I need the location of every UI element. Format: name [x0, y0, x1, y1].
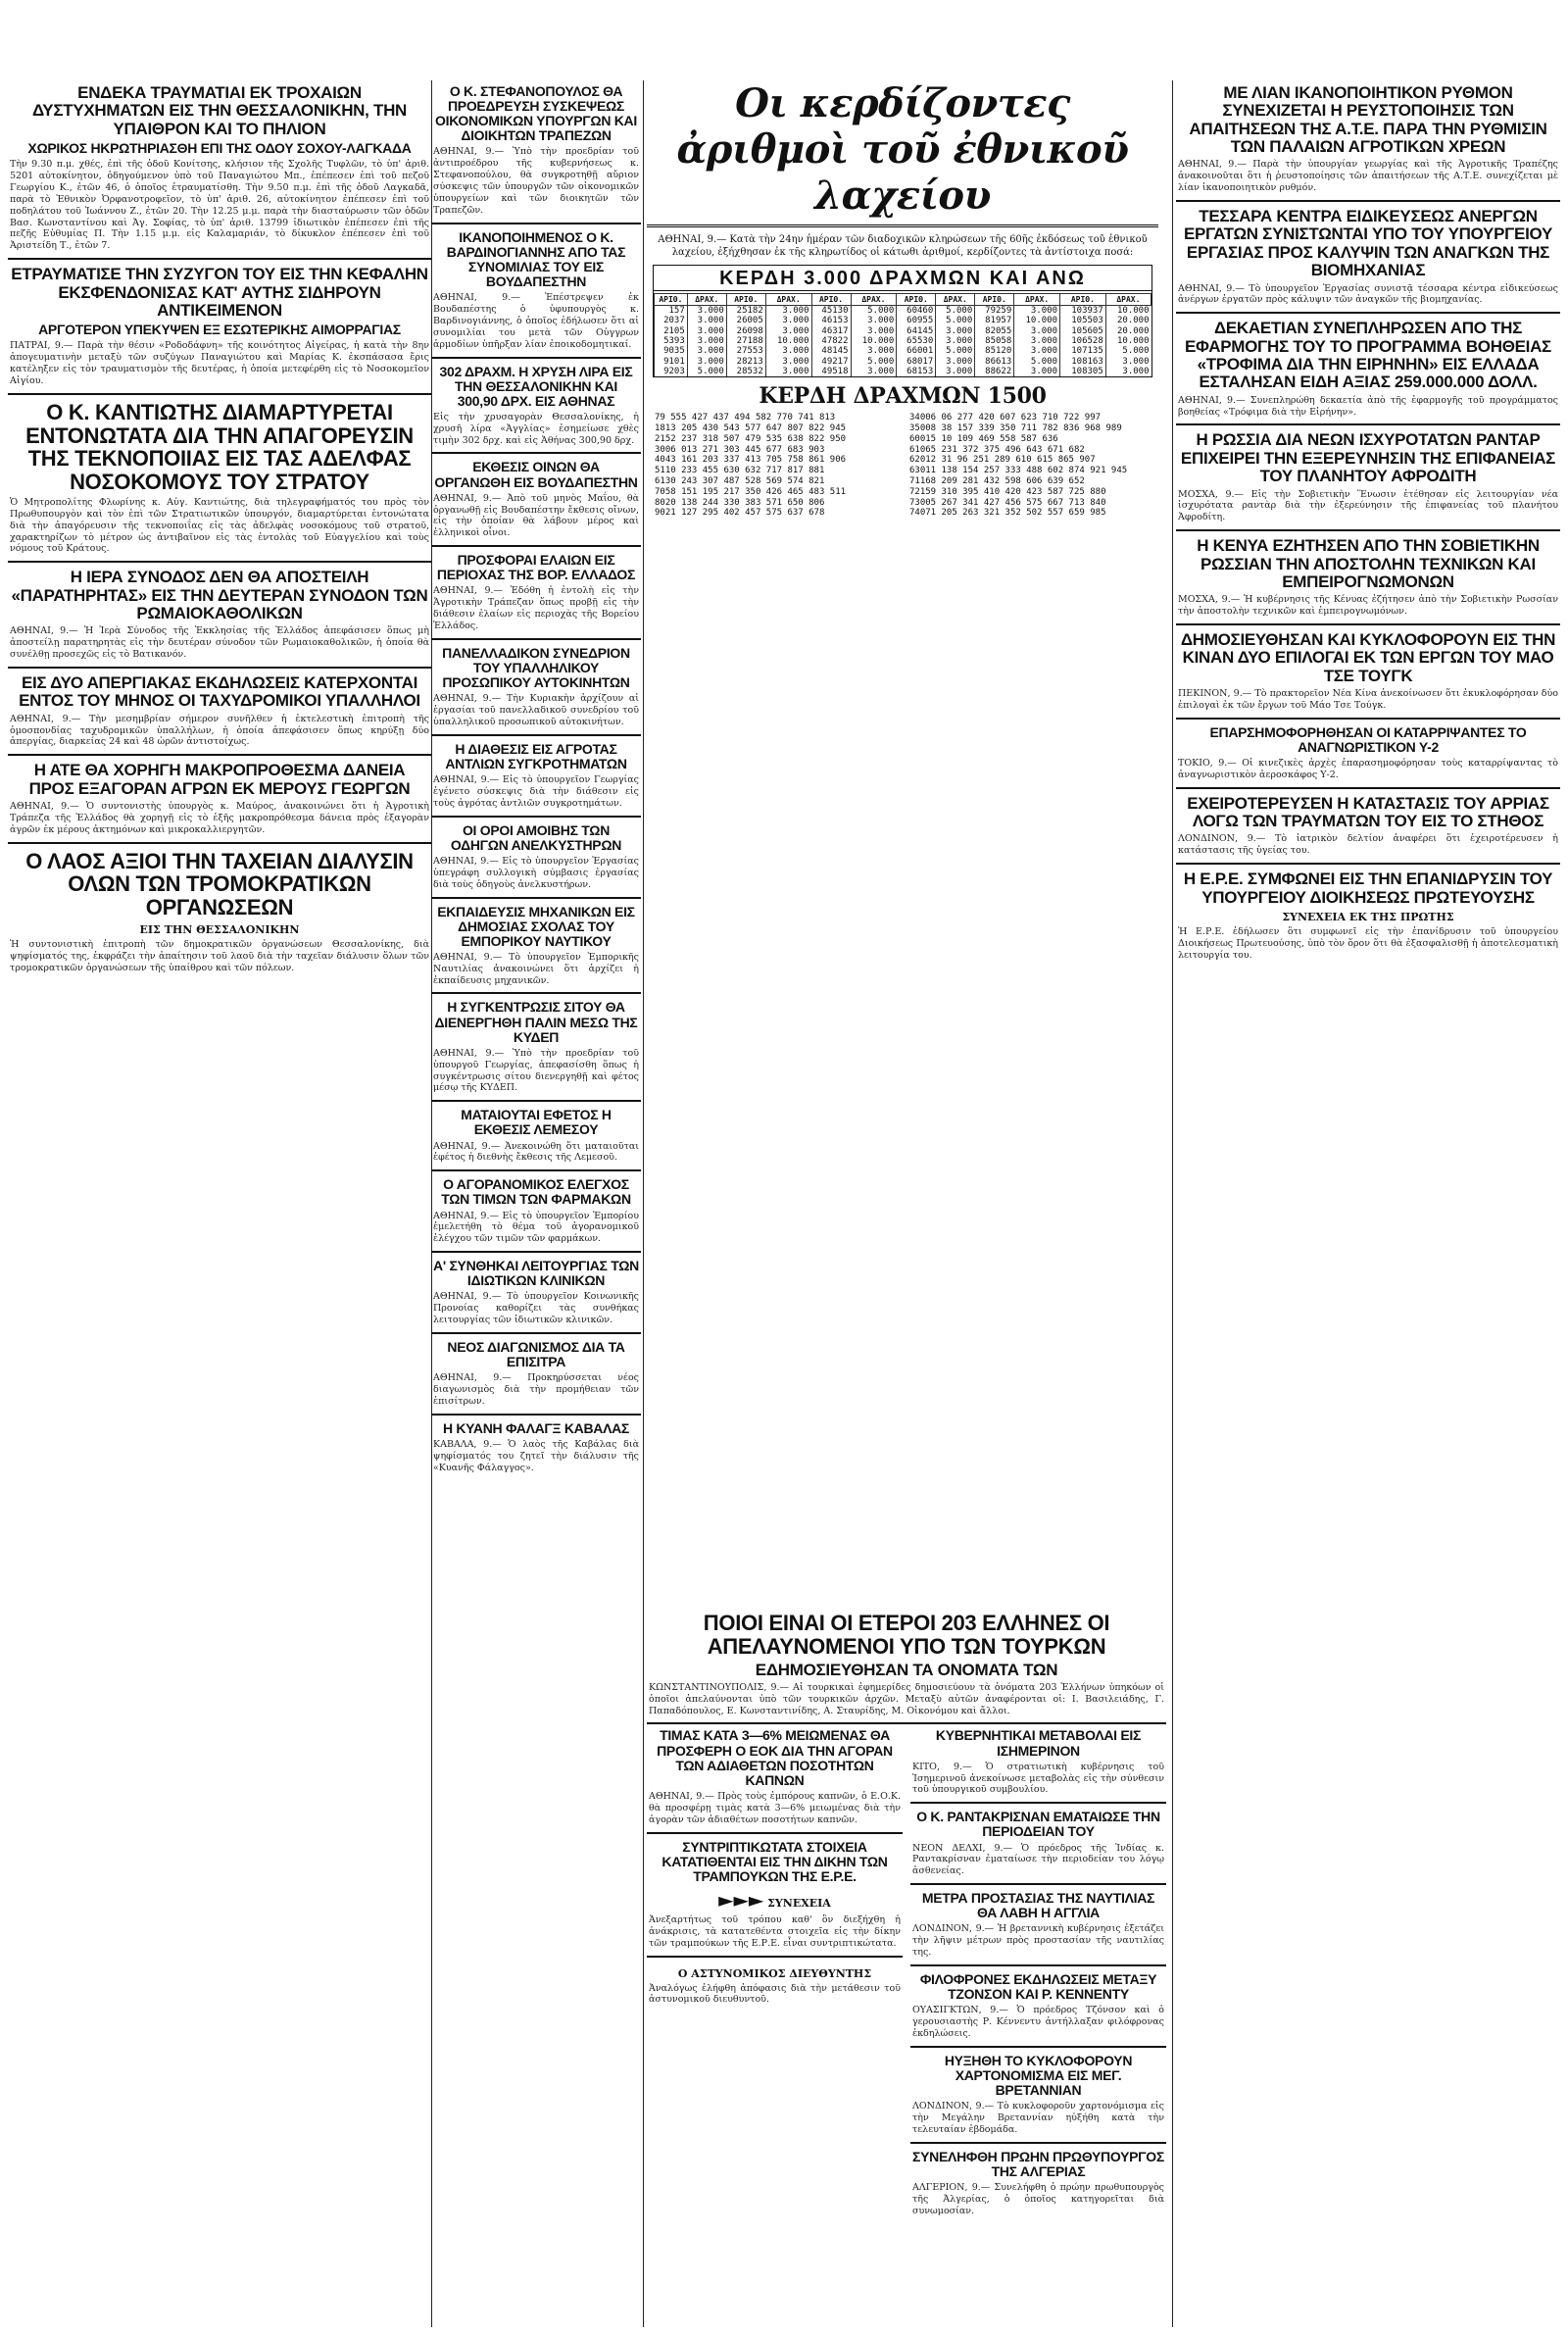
- lottery-cell: 46153: [811, 316, 851, 325]
- article-police-director: [647, 1960, 903, 2012]
- column-1: [8, 80, 431, 2327]
- lottery-cell: 157: [655, 306, 688, 317]
- lottery-row: [655, 306, 1152, 317]
- lottery-cell: 3.000: [765, 306, 811, 317]
- lottery-cell: 79259: [975, 306, 1014, 317]
- lottery-row: [655, 336, 1152, 346]
- lottery-1500-line: 72159 310 395 410 420 423 587 725 880: [909, 486, 1106, 497]
- lottery-cell: 3.000: [936, 336, 975, 346]
- lottery-cell: 3.000: [936, 326, 975, 336]
- lottery-cell: 10.000: [1014, 316, 1060, 325]
- article-vardinogiannis: [431, 226, 641, 359]
- article-u2: [1176, 721, 1560, 789]
- lottery-cell: 10.000: [1105, 306, 1151, 317]
- article-body: ΑΘΗΝΑΙ, 9.— Τὸ ὑπουργεῖον Ἐργασίας συνιστᾷ τέσσαρα κέντρα εἰδικεύσεως ἀνέργων ἐργατῶν πρὸς κάλυψιν τῶν ἀναγκῶν τῆς βιομηχανίας.: [1178, 282, 1558, 306]
- article-radhakrishnan: [910, 1806, 1166, 1885]
- headline: ΜΕ ΛΙΑΝ ΙΚΑΝΟΠΟΙΗΤΙΚΟΝ ΡΥΘΜΟΝ ΣΥΝΕΧΙΖΕΤΑΙ Η ΡΕΥΣΤΟΠΟΙΗΣΙΣ ΤΩΝ ΑΠΑΙΤΗΣΕΩΝ ΤΗΣ Α.Τ.Ε. ΠΑΡΑ ΤΗΝ ΡΥΘΜΙΣΙΝ ΤΩΝ ΠΑΛΑΙΩΝ ΑΓΡΟΤΙΚΩΝ ΧΡΕΩΝ: [1189, 83, 1547, 157]
- article-body: ΑΘΗΝΑΙ, 9.— Ἐπέστρεψεν ἐκ Βουδαπέστης ὁ ὑφυπουργὸς κ. Βαρδινογιάννης, ὁ ὁποῖος ἐδήλωσεν ὅτι αἱ συνομιλίαι του μετὰ τῶν Οὑγγρων ἁρμοδίων ὑπῆρξαν λίαν ἐποικοδομητικαί.: [433, 292, 639, 350]
- headline: ΠΟΙΟΙ ΕΙΝΑΙ ΟΙ ΕΤΕΡΟΙ 203 ΕΛΛΗΝΕΣ ΟΙ ΑΠΕΛΑΥΝΟΜΕΝΟΙ ΥΠΟ ΤΩΝ ΤΟΥΡΚΩΝ: [703, 1611, 1110, 1659]
- lottery-1500-line: 3006 013 271 303 445 677 683 903: [655, 444, 825, 455]
- article-body: ΑΘΗΝΑΙ, 9.— Τὸ ὑπουργεῖον Κοινωνικῆς Προνοίας καθορίζει τὰς συνθήκας λειτουργίας τῶν ἰδιωτικῶν κλινικῶν.: [433, 1291, 639, 1326]
- lottery-cell: 5.000: [687, 367, 726, 376]
- lottery-1500-line: 74071 205 263 321 352 502 557 659 985: [909, 508, 1106, 519]
- lottery-1500-line: 35008 38 157 339 350 711 782 836 968 989: [909, 422, 1122, 433]
- article-banknotes: [910, 2050, 1166, 2144]
- lottery-1500-line: 62012 31 96 251 289 610 615 865 907: [909, 455, 1096, 466]
- lottery-cell: 66001: [897, 346, 936, 356]
- lottery-cell: 107135: [1060, 346, 1106, 356]
- lottery-cell: 3.000: [1105, 367, 1151, 376]
- article-tobacco: [647, 1724, 903, 1833]
- article-body: ΝΕΟΝ ΔΕΛΧΙ, 9.— Ὁ πρόεδρος τῆς Ἰνδίας κ. Ραντακρίσναν ἐματαίωσε τὴν περιοδείαν του λόγῳ ἀσθενείας.: [912, 1842, 1164, 1877]
- column-2: [431, 80, 641, 2327]
- headline: ΚΥΒΕΡΝΗΤΙΚΑΙ ΜΕΤΑΒΟΛΑΙ ΕΙΣ ΙΣΗΜΕΡΙΝΟΝ: [935, 1727, 1142, 1759]
- headline: ΕΙΣ ΔΥΟ ΑΠΕΡΓΙΑΚΑΣ ΕΚΔΗΛΩΣΕΙΣ ΚΑΤΕΡΧΟΝΤΑΙ ΕΝΤΟΣ ΤΟΥ ΜΗΝΟΣ ΟΙ ΤΑΧΥΔΡΟΜΙΚΟΙ ΥΠΑΛΛΗΛΟΙ: [19, 672, 420, 711]
- lottery-col-header: ΑΡΙΘ.: [655, 294, 688, 306]
- lottery-cell: 68017: [897, 357, 936, 367]
- headline: ΝΕΟΣ ΔΙΑΓΩΝΙΣΜΟΣ ΔΙΑ ΤΑ ΕΠΙΣΙΤΡΑ: [447, 1338, 625, 1370]
- arrow-icon: ►►►: [718, 1887, 764, 1912]
- lottery-row: [655, 357, 1152, 367]
- lottery-cell: 25182: [726, 306, 765, 317]
- article-body: Ἀναλόγως ἐλήφθη ἀπόφασις διὰ τὴν μετάθεσιν τοῦ ἀστυνομικοῦ διευθυντοῦ.: [649, 1982, 901, 2006]
- article-engineers: [431, 901, 641, 995]
- headline: Ο ΛΑΟΣ ΑΞΙΟΙ ΤΗΝ ΤΑΧΕΙΑΝ ΔΙΑΛΥΣΙΝ ΟΛΩΝ ΤΩΝ ΤΡΟΜΟΚΡΑΤΙΚΩΝ ΟΡΓΑΝΩΣΕΩΝ: [25, 848, 414, 920]
- headline: ΕΝΔΕΚΑ ΤΡΑΥΜΑΤΙΑΙ ΕΚ ΤΡΟΧΑΙΩΝ ΔΥΣΤΥΧΗΜΑΤΩΝ ΕΙΣ ΤΗΝ ΘΕΣΣΑΛΟΝΙΚΗΝ, ΤΗΝ ΥΠΑΙΘΡΟΝ ΚΑΙ ΤΟ ΠΗΛΙΟΝ: [31, 83, 408, 138]
- lottery-1500-line: 63011 138 154 257 333 488 602 874 921 945: [909, 466, 1128, 476]
- article-body: ΠΕΚΙΝΟΝ, 9.— Τὸ πρακτορεῖον Νέα Κίνα ἀνεκοίνωσεν ὅτι ἐκυκλοφόρησαν δύο ἐπιλογαὶ ἐκ τῶν ἔργων τοῦ Μάο Τσε Τούγκ.: [1178, 688, 1558, 711]
- lottery-1500-line: 79 555 427 437 494 582 770 741 813: [655, 413, 836, 423]
- article-body: ΑΘΗΝΑΙ, 9.— Ἀπὸ τοῦ μηνὸς Μαΐου, θὰ ὀργανωθῇ εἰς Βουδαπέστην ἔκθεσις οἴνων, εἰς τὴν ὁποίαν θὰ λάβουν μέρος καὶ ἑλληνικοὶ οἶνοι.: [433, 492, 639, 539]
- continued-label: ΣΥΝΕΧΕΙΑ: [767, 1896, 831, 1910]
- headline: ΙΚΑΝΟΠΟΙΗΜΕΝΟΣ Ο Κ. ΒΑΡΔΙΝΟΓΙΑΝΝΗΣ ΑΠΟ ΤΑΣ ΣΥΝΟΜΙΛΙΑΣ ΤΟΥ ΕΙΣ ΒΟΥΔΑΠΕΣΤΗΝ: [446, 228, 626, 290]
- article-episitra: [431, 1336, 641, 1416]
- lottery-row: [655, 316, 1152, 325]
- lottery-cell: 28213: [726, 357, 765, 367]
- lottery-1500-line: 8020 138 244 330 383 571 650 806: [655, 497, 825, 508]
- headline: ΟΙ ΟΡΟΙ ΑΜΟΙΒΗΣ ΤΩΝ ΟΔΗΓΩΝ ΑΝΕΛΚΥΣΤΗΡΩΝ: [450, 821, 622, 853]
- article-body: Ἡ Ε.Ρ.Ε. ἐδήλωσεν ὅτι συμφωνεῖ εἰς τὴν ἐπανίδρυσιν τοῦ ὑπουργείου Διοικήσεως Πρωτευούσης, ὑπὸ τὸν ὅρον ὅτι θὰ ἐξασφαλισθῇ ἡ ἀποτελεσματικὴ λειτουργία του.: [1178, 925, 1558, 961]
- headline: Ο ΑΓΟΡΑΝΟΜΙΚΟΣ ΕΛΕΓΧΟΣ ΤΩΝ ΤΙΜΩΝ ΤΩΝ ΦΑΡΜΑΚΩΝ: [441, 1176, 631, 1208]
- article-kenya: [1176, 533, 1560, 625]
- lottery-cell: 108305: [1060, 367, 1106, 376]
- lottery-cell: 10.000: [765, 336, 811, 346]
- lottery-cell: 5.000: [936, 316, 975, 325]
- lottery-1500-line: 7058 151 195 217 350 426 465 483 511: [655, 486, 847, 497]
- lottery-cell: 5.000: [936, 346, 975, 356]
- headline: ΜΕΤΡΑ ΠΡΟΣΤΑΣΙΑΣ ΤΗΣ ΝΑΥΤΙΛΙΑΣ ΘΑ ΛΑΒΗ Η ΑΓΓΛΙΑ: [921, 1890, 1155, 1921]
- article-pharma: [431, 1173, 641, 1253]
- article-body: ΜΟΣΧΑ, 9.— Ἡ κυβέρνησις τῆς Κένυας ἐζήτησεν ἀπὸ τὴν Σοβιετικὴν Ρωσσίαν τὴν ἀποστολὴν τεχνικῶν καὶ ἐμπειρογνωμόνων.: [1178, 594, 1558, 618]
- subheadline: ΕΙΣ ΤΗΝ ΘΕΣΣΑΛΟΝΙΚΗΝ: [139, 922, 300, 936]
- headline: Η ΚΥΑΝΗ ΦΑΛΑΓΞ ΚΑΒΑΛΑΣ: [442, 1419, 630, 1436]
- lottery-cell: 81957: [975, 316, 1014, 325]
- lottery-cell: 3.000: [687, 357, 726, 367]
- article-body: ΑΘΗΝΑΙ, 9.— Παρὰ τὴν ὑπουργίαν γεωργίας καὶ τῆς Ἀγροτικῆς Τραπέζης ἀνακοινοῦται ὅτι ἡ ῥευστοποίησις τῶν ἀπαιτήσεων τῆς Α.Τ.Ε. συνεχίζεται μὲ λίαν ἱκανοποιητικὸν ρυθμόν.: [1178, 159, 1558, 194]
- article-body: ΤΟΚΙΟ, 9.— Οἱ κινεζικὲς ἀρχὲς ἐπαρασημοφόρησαν τοὺς καταρρίψαντας τὸ ἀναγνωριστικὸν ἀεροσκάφος Υ-2.: [1178, 758, 1558, 780]
- lottery-cell: 2105: [655, 326, 688, 336]
- lottery-cell: 105503: [1060, 316, 1106, 325]
- article-body: Τὴν 9.30 π.μ. χθές, ἐπὶ τῆς ὁδοῦ Κονίτσης, κλήσιον τῆς Σχολῆς Τυφλῶν, τὸ ὑπ' ἀριθ. 5201 αὐτοκίνητον, ὁδηγούμενον ὑπὸ τοῦ Παναγιώτου Μπ., ἐπέπεσεν ἐπὶ τοῦ πεζοῦ Γεωργίου Κ., ἐτῶν 46, ὁ ὁποῖος ἐτραυματίσθη. Τὴν 9.50 π.μ. ἐπὶ τῆς ὁδοῦ Λαγκαδᾶ, παρὰ τὸ Ἐθνικὸν Ὀρφανοτροφεῖον, τὸ ὑπ' ἀριθ. 26, αὐτοκίνητον ἐπέπεσεν ἐπὶ τοῦ ποδηλάτου τοῦ Ἰωάννου Ζ., ἐτῶν 20. Τὴν 12.25 μ.μ. παρὰ τὴν διασταύρωσιν τῶν ὁδῶν Βασ. Κωνσταντίνου καὶ Ἀγ. Σοφίας, τὸ ὑπ' ἀριθ. 13799 ἰδιωτικὸν ἐπέπεσεν ἐπὶ τῆς πεζῆς Εὐθυμίας Π. Τὴν 1.15 μ.μ. εἰς Καλαμαριάν, τὸ δίκυκλον ἐπέπεσεν ἐπὶ τοῦ Ἀριστείδη Τ., ἐτῶν 7.: [10, 159, 429, 252]
- column-rule: [643, 80, 644, 2327]
- article-wheat: [431, 996, 641, 1102]
- lottery-row: [655, 367, 1152, 376]
- article-body: ΑΘΗΝΑΙ, 9.— Ὑπὸ τὴν προεδρίαν τοῦ ὑπουργοῦ Γεωργίας, ἀπεφασίσθη ὅπως ἡ συγκέντρωσις σίτου διενεργηθῇ καὶ φέτος μέσῳ τῆς ΚΥΔΕΠ.: [433, 1047, 639, 1094]
- subheadline: ΣΥΝΕΧΕΙΑ ΕΚ ΤΗΣ ΠΡΩΤΗΣ: [1282, 910, 1454, 923]
- lottery-cell: 26005: [726, 316, 765, 325]
- lottery-1500-line: 61065 231 372 375 496 643 671 682: [909, 444, 1085, 455]
- article-body: ΚΩΝΣΤΑΝΤΙΝΟΥΠΟΛΙΣ, 9.— Αἱ τουρκικαὶ ἐφημερίδες δημοσιεύουν τὰ ὀνόματα 203 Ἑλλήνων ὑπηκόων οἱ ὁποῖοι ἀπελαύνονται ὑπὸ τῶν τουρκικῶν ἀρχῶν. Μεταξὺ αὐτῶν ἀναφέρονται οἱ: Ι. Βασιλειάδης, Γ. Παπαδόπουλος, Ε. Κωνσταντινίδης, Α. Σταυρίδης, Μ. Οἰκονόμου καὶ ἄλλοι.: [649, 1681, 1164, 1716]
- lottery-1500-line: 5110 233 455 630 632 717 817 881: [655, 466, 825, 476]
- lottery-1500-line: 4043 161 203 337 413 705 758 861 906: [655, 455, 847, 466]
- lottery-col-header: ΔΡΑΧ.: [687, 294, 726, 306]
- article-clinics: [431, 1255, 641, 1334]
- lottery-cell: 5.000: [851, 306, 897, 317]
- article-body: Ἀνεξαρτήτως τοῦ τρόπου καθ' ὃν διεξήχθη ἡ ἀνάκρισις, τὰ κατατεθέντα στοιχεῖα εἰς τὴν δίκην τῶν τραμπούκων τῆς Ε.Ρ.Ε. εἶναι συντριπτικώτατα.: [649, 1913, 901, 1949]
- lottery-cell: 3.000: [687, 306, 726, 317]
- article-elevator: [431, 820, 641, 899]
- lottery-table: [654, 293, 1152, 376]
- lottery-cell: 3.000: [765, 346, 811, 356]
- lottery-cell: 5.000: [1014, 357, 1060, 367]
- article-body: ΚΑΒΑΛΑ, 9.— Ὁ λαὸς τῆς Καβάλας διὰ ψηφίσματός του ζητεῖ τὴν διάλυσιν τῆς «Κυανῆς Φάλαγγος».: [433, 1438, 639, 1473]
- headline: ΜΑΤΑΙΟΥΤΑΙ ΕΦΕΤΟΣ Η ΕΚΘΕΣΙΣ ΛΕΜΕΣΟΥ: [461, 1107, 612, 1138]
- lottery-cell: 26098: [726, 326, 765, 336]
- lottery-col-header: ΑΡΙΘ.: [726, 294, 765, 306]
- subheadline: ΧΩΡΙΚΟΣ ΗΚΡΩΤΗΡΙΑΣΘΗ ΕΠΙ ΤΗΣ ΟΔΟΥ ΣΟΧΟΥ-ΛΑΓΚΑΔΑ: [27, 140, 412, 157]
- lottery-row: [655, 326, 1152, 336]
- headline: ΕΚΘΕΣΙΣ ΟΙΝΩΝ ΘΑ ΟΡΓΑΝΩΘΗ ΕΙΣ ΒΟΥΔΑΠΕΣΤΗΝ: [434, 459, 638, 490]
- lottery-cell: 3.000: [851, 346, 897, 356]
- lottery-cell: 3.000: [1014, 326, 1060, 336]
- headline: ΕΤΡΑΥΜΑΤΙΣΕ ΤΗΝ ΣΥΖΥΓΟΝ ΤΟΥ ΕΙΣ ΤΗΝ ΚΕΦΑΛΗΝ ΕΚΣΦΕΝΔΟΝΙΣΑΣ ΚΑΤ' ΑΥΤΗΣ ΣΙΔΗΡΟΥΝ ΑΝΤΙΚΕΙΜΕΝΟΝ: [11, 265, 428, 320]
- headline: ΤΕΣΣΑΡΑ ΚΕΝΤΡΑ ΕΙΔΙΚΕΥΣΕΩΣ ΑΝΕΡΓΩΝ ΕΡΓΑΤΩΝ ΣΥΝΙΣΤΩΝΤΑΙ ΥΠΟ ΤΟΥ ΥΠΟΥΡΓΕΙΟΥ ΕΡΓΑΣΙΑΣ ΠΡΟΣ ΚΑΛΥΨΙΝ ΤΩΝ ΑΝΑΓΚΩΝ ΤΗΣ ΒΙΟΜΗΧΑΝΙΑΣ: [1183, 207, 1553, 280]
- lottery-cell: 3.000: [687, 336, 726, 346]
- lottery-prize-box: [653, 265, 1152, 377]
- article-johnson-kennedy: [910, 1968, 1166, 2048]
- headline: 302 ΔΡΑΧΜ. Η ΧΡΥΣΗ ΛΙΡΑ ΕΙΣ ΤΗΝ ΘΕΣΣΑΛΟΝΙΚΗΝ ΚΑΙ 300,90 ΔΡΧ. ΕΙΣ ΑΘΗΝΑΣ: [439, 363, 633, 409]
- article-body: ΑΘΗΝΑΙ, 9.— Πρὸς τοὺς ἐμπόρους καπνῶν, ὁ Ε.Ο.Κ. θὰ προσφέρῃ τιμὰς κατὰ 3—6% μειωμένας διὰ τὴν ἀγορὰν τῶν ἀδιαθέτων ποσοτήτων καπνῶν.: [649, 1790, 901, 1825]
- lottery-col-header: ΑΡΙΘ.: [897, 294, 936, 306]
- article-olive-oil: [431, 549, 641, 640]
- headline: Η ΑΤΕ ΘΑ ΧΟΡΗΓΗ ΜΑΚΡΟΠΡΟΘΕΣΜΑ ΔΑΝΕΙΑ ΠΡΟΣ ΕΞΑΓΟΡΑΝ ΑΓΡΩΝ ΕΚ ΜΕΡΟΥΣ ΓΕΩΡΓΩΝ: [28, 761, 411, 798]
- article-body: Ὁ Μητροπολίτης Φλωρίνης κ. Αὐγ. Καντιώτης, διὰ τηλεγραφήματός του πρὸς τὸν Πρωθυπουργὸν καὶ τὸν ἐπὶ τῶν Στρατιωτικῶν ὑπουργόν, διαμαρτύρεται ἐντονώτατα διὰ τὴν ἀπαγόρευσιν τῆς τεκνοποιΐας εἰς τὰς ἀδελφὰς νοσοκόμους τοῦ στρατοῦ, χαρακτηρίζων τὸ μέτρον ὡς ἀντιβαῖνον εἰς τὰς ἐντολὰς τοῦ Εὐαγγελίου καὶ τοὺς νόμους τοῦ Κράτους.: [10, 496, 429, 555]
- lottery-cell: 3.000: [851, 316, 897, 325]
- lottery-col-header: ΔΡΑΧ.: [851, 294, 897, 306]
- lottery-cell: 106528: [1060, 336, 1106, 346]
- article-body: ΛΟΝΔΙΝΟΝ, 9.— Τὸ κυκλοφοροῦν χαρτονόμισμα εἰς τὴν Μεγάλην Βρεταννίαν ηὐξήθη κατὰ τὴν τελευταίαν ἑβδομάδα.: [912, 2101, 1164, 2135]
- article-body: ΑΘΗΝΑΙ, 9.— Προκηρύσσεται νέος διαγωνισμὸς διὰ τὴν προμήθειαν τῶν ἐπισίτρων.: [433, 1372, 639, 1407]
- article-limassol: [431, 1104, 641, 1171]
- article-body: ΛΟΝΔΙΝΟΝ, 9.— Τὸ ἰατρικὸν δελτίον ἀναφέρει ὅτι ἐχειροτέρευσεν ἡ κατάστασις τῆς ὑγείας του.: [1178, 833, 1558, 857]
- lottery-cell: 64145: [897, 326, 936, 336]
- lottery-cell: 28532: [726, 367, 765, 376]
- lottery-cell: 3.000: [1014, 306, 1060, 317]
- lottery-cell: 3.000: [1014, 367, 1060, 376]
- lottery-1500-list: [655, 413, 1151, 519]
- lottery-col-header: ΑΡΙΘ.: [975, 294, 1014, 306]
- article-algeria: [910, 2146, 1166, 2223]
- article-terror-orgs: [8, 846, 431, 980]
- article-pumps: [431, 738, 641, 818]
- article-body: Ἡ συντονιστικὴ ἐπιτροπὴ τῶν δημοκρατικῶν ὀργανώσεων Θεσσαλονίκης, διὰ ψηφίσματός της, ἐκφράζει τὴν ἀπαίτησιν τοῦ λαοῦ διὰ τὴν ταχεῖαν διάλυσιν ὅλων τῶν τρομοκρατικῶν ὀργανώσεων τῆς ὑπαίθρου καὶ τῶν πόλεων.: [10, 938, 429, 973]
- lottery-cell: 9203: [655, 367, 688, 376]
- lottery-cell: 5.000: [851, 357, 897, 367]
- subheadline: ΑΡΓΟΤΕΡΟΝ ΥΠΕΚΥΨΕΝ ΕΞ ΕΣΩΤΕΡΙΚΗΣ ΑΙΜΟΡΡΑΓΙΑΣ: [38, 322, 401, 338]
- article-body: ΑΘΗΝΑΙ, 9.— Εἰς τὸ ὑπουργεῖον Ἐμπορίου ἐμελετήθη τὸ θέμα τοῦ ἀγορανομικοῦ ἐλέγχου τῶν τιμῶν τῶν φαρμάκων.: [433, 1210, 639, 1245]
- lottery-cell: 3.000: [687, 346, 726, 356]
- lottery-cell: 27553: [726, 346, 765, 356]
- article-body: ΠΑΤΡΑΙ, 9.— Παρὰ τὴν θέσιν «Ροδοδάφνη» τῆς κοινότητος Αἰγείρας, ἡ κατὰ τὴν 8ην ἀπογευματινὴν μεταξὺ τῶν συζύγων Παναγιώτου καὶ Μαρίας Κ. ἐκσπάσασα ἔρις κατέληξεν εἰς τὸν τραυματισμὸν τῆς δευτέρας, ἡ ὁποία μετεφέρθη εἰς τὸ Νοσοκομεῖον Αἰγίου.: [10, 340, 429, 386]
- article-body: ΚΙΤΟ, 9.— Ὁ στρατιωτικὴ κυβέρνησις τοῦ Ἰσημερινοῦ ἀνεκοίνωσε μεταβολὰς εἰς τὴν σύνθεσιν τοῦ ὑπουργικοῦ συμβουλίου.: [912, 1761, 1164, 1796]
- lottery-cell: 49217: [811, 357, 851, 367]
- lottery-cell: 3.000: [765, 357, 811, 367]
- article-accidents: [8, 80, 431, 260]
- headline: Ο Κ. ΣΤΕΦΑΝΟΠΟΥΛΟΣ ΘΑ ΠΡΟΕΔΡΕΥΣΗ ΣΥΣΚΕΨΕΩΣ ΟΙΚΟΝΟΜΙΚΩΝ ΥΠΟΥΡΓΩΝ ΚΑΙ ΔΙΟΙΚΗΤΩΝ ΤΡΑΠΕΖΩΝ: [435, 83, 637, 144]
- lottery-intro: ΑΘΗΝΑΙ, 9.— Κατὰ τὴν 24ην ἡμέραν τῶν διαδοχικῶν κληρώσεων τῆς 60ῆς ἐκδόσεως τοῦ ἐθνικοῦ λαχείου, ἐξήχθησαν ἐκ τῆς κληρωτίδος οἱ κάτωθι ἀριθμοί, κερδίζοντες τὰ ἀντίστοιχα ποσά:: [658, 234, 1148, 258]
- article-body: ΑΘΗΝΑΙ, 9.— Εἰς τὸ ὑπουργεῖον Γεωργίας ἐγένετο σύσκεψις διὰ τὴν διάθεσιν εἰς τοὺς ἀγρότας ἀντλιῶν συγκροτημάτων.: [433, 774, 639, 809]
- lottery-col-header: ΑΡΙΘ.: [811, 294, 851, 306]
- headline: ΠΡΟΣΦΟΡΑΙ ΕΛΑΙΩΝ ΕΙΣ ΠΕΡΙΟΧΑΣ ΤΗΣ ΒΟΡ. ΕΛΛΑΔΟΣ: [436, 552, 636, 583]
- article-auto-staff: [431, 642, 641, 736]
- article-venus-radar: [1176, 427, 1560, 531]
- middle-lower: [647, 1608, 1166, 2327]
- lottery-cell: 103937: [1060, 306, 1106, 317]
- column-4: [1176, 80, 1560, 2327]
- article-ecuador: [910, 1724, 1166, 1804]
- headline: ΕΠΑΡΣΗΜΟΦΟΡΗΘΗΣΑΝ ΟΙ ΚΑΤΑΡΡΙΨΑΝΤΕΣ ΤΟ ΑΝΑΓΝΩΡΙΣΤΙΚΟΝ Υ-2: [1209, 723, 1527, 755]
- article-body: ΑΘΗΝΑΙ, 9.— Ἐδόθη ἡ ἐντολὴ εἰς τὴν Ἀγροτικὴν Τράπεζαν ὅπως προβῇ εἰς τὴν διάθεσιν ἐλαίων εἰς περιοχὰς τῆς Βορείου Ἑλλάδος.: [433, 585, 639, 632]
- article-training-centers: [1176, 204, 1560, 314]
- headline: Η ΙΕΡΑ ΣΥΝΟΔΟΣ ΔΕΝ ΘΑ ΑΠΟΣΤΕΙΛΗ «ΠΑΡΑΤΗΡΗΤΑΣ» ΕΙΣ ΤΗΝ ΔΕΥΤΕΡΑΝ ΣΥΝΟΔΟΝ ΤΩΝ ΡΩΜΑΙΟΚΑΘΟΛΙΚΩΝ: [11, 568, 428, 622]
- article-postal-strike: [8, 671, 431, 756]
- lottery-cell: 27188: [726, 336, 765, 346]
- article-body: ΑΛΓΕΡΙΟΝ, 9.— Συνελήφθη ὁ πρώην πρωθυπουργὸς τῆς Ἀλγερίας, ὁ ὁποῖος κατηγορεῖται διὰ συνωμοσίαν.: [912, 2182, 1164, 2216]
- lottery-col-header: ΔΡΑΧ.: [936, 294, 975, 306]
- lottery-cell: 3.000: [851, 367, 897, 376]
- headline: Η Ε.Ρ.Ε. ΣΥΜΦΩΝΕΙ ΕΙΣ ΤΗΝ ΕΠΑΝΙΔΡΥΣΙΝ ΤΟΥ ΥΠΟΥΡΓΕΙΟΥ ΔΙΟΙΚΗΣΕΩΣ ΠΡΩΤΕΥΟΥΣΗΣ: [1183, 869, 1553, 907]
- lottery-1500-line: 6130 243 307 487 528 569 574 821: [655, 475, 825, 486]
- article-body: ΑΘΗΝΑΙ, 9.— Ὑπὸ τὴν προεδρίαν τοῦ ἀντιπροέδρου τῆς κυβερνήσεως κ. Στεφανοπούλου, θὰ συγκροτηθῇ αὔριον σύσκεψις τῶν ὑπουργῶν τῶν οἰκονομικῶν ὑπουργείων καὶ τῶν διοικητῶν τῶν Τραπεζῶν.: [433, 146, 639, 216]
- headline: ΣΥΝΕΛΗΦΘΗ ΠΡΩΗΝ ΠΡΩΘΥΠΟΥΡΓΟΣ ΤΗΣ ΑΛΓΕΡΙΑΣ: [912, 2148, 1164, 2179]
- article-wife-injured: [8, 262, 431, 395]
- lottery-cell: 2037: [655, 316, 688, 325]
- headline: ΤΙΜΑΣ ΚΑΤΑ 3—6% ΜΕΙΩΜΕΝΑΣ ΘΑ ΠΡΟΣΦΕΡΗ Ο ΕΟΚ ΔΙΑ ΤΗΝ ΑΓΟΡΑΝ ΤΩΝ ΑΔΙΑΘΕΤΩΝ ΠΟΣΟΤΗΤΩΝ ΚΑΠΝΩΝ: [657, 1727, 893, 1788]
- article-food-for-peace: [1176, 316, 1560, 425]
- lottery-cell: 5393: [655, 336, 688, 346]
- headline: Ο Κ. ΚΑΝΤΙΩΤΗΣ ΔΙΑΜΑΡΤΥΡΕΤΑΙ ΕΝΤΟΝΩΤΑΤΑ ΔΙΑ ΤΗΝ ΑΠΑΓΟΡΕΥΣΙΝ ΤΗΣ ΤΕΚΝΟΠΟΙΙΑΣ ΕΙΣ ΤΑΣ ΑΔΕΛΦΑΣ ΝΟΣΟΚΟΜΟΥΣ ΤΟΥ ΣΤΡΑΤΟΥ: [25, 399, 414, 495]
- article-ate-liquidation: [1176, 80, 1560, 202]
- lottery-box-title: ΚΕΡΔΗ 3.000 ΔΡΑΧΜΩΝ ΚΑΙ ΑΝΩ: [654, 268, 1152, 291]
- lottery-cell: 85120: [975, 346, 1014, 356]
- lottery-cell: 5.000: [1105, 346, 1151, 356]
- column-rule: [1172, 80, 1173, 2327]
- article-body: ΑΘΗΝΑΙ, 9.— Εἰς τὸ ὑπουργεῖον Ἐργασίας ὑπεγράφη συλλογικὴ σύμβασις ἐργασίας διὰ τοὺς ὁδηγοὺς ἀνελκυστήρων.: [433, 855, 639, 890]
- lottery-cell: 20.000: [1105, 316, 1151, 325]
- article-kantiotis: [8, 397, 431, 563]
- subheadline: [649, 1888, 901, 1912]
- lottery-1500-line: 34006 06 277 420 607 623 710 722 997: [909, 413, 1102, 423]
- lottery-1500-line: 2152 237 318 507 479 535 638 822 950: [655, 433, 847, 444]
- lottery-cell: 9035: [655, 346, 688, 356]
- headline: Α' ΣΥΝΘΗΚΑΙ ΛΕΙΤΟΥΡΓΙΑΣ ΤΩΝ ΙΔΙΩΤΙΚΩΝ ΚΛΙΝΙΚΩΝ: [433, 1258, 639, 1289]
- article-body: ΜΟΣΧΑ, 9.— Εἰς τὴν Σοβιετικὴν Ἕνωσιν ἐτέθησαν εἰς λειτουργίαν νέα ἰσχυρότατα ραντὰρ διὰ τὴν ἐξερεύνησιν τῆς ἐπιφανείας τοῦ πλανήτου Ἀφροδίτη.: [1178, 488, 1558, 523]
- lottery-cell: 3.000: [1014, 336, 1060, 346]
- article-body: Εἰς τὴν χρυσαγορὰν Θεσσαλονίκης, ἡ χρυσῆ λίρα «Ἀγγλίας» ἐσημείωσε χθὲς τιμὴν 302 δρχ. καὶ εἰς Ἀθήνας 300,90 δρχ.: [433, 411, 639, 446]
- article-chest-wounds: [1176, 791, 1560, 865]
- subheadline: Ο ΑΣΤΥΝΟΜΙΚΟΣ ΔΙΕΥΘΥΝΤΗΣ: [677, 1966, 872, 1980]
- lottery-cell: 10.000: [851, 336, 897, 346]
- lottery-1500-title: ΚΕΡΔΗ ΔΡΑΧΜΩΝ 1500: [759, 383, 1047, 410]
- lottery-section: [647, 80, 1158, 522]
- article-203-greeks: [647, 1608, 1166, 1724]
- article-holy-synod: [8, 565, 431, 669]
- lottery-cell: 85058: [975, 336, 1014, 346]
- article-body: ΑΘΗΝΑΙ, 9.— Τὴν μεσημβρίαν σήμερον συνῆλθεν ἡ ἐκτελεστικὴ ἐπιτροπὴ τῆς ὁμοσπονδίας ταχυδρομικῶν ὑπαλλήλων, ἡ ὁποία ἀπεφάσισεν ὅπως κηρύξῃ δύο ἀπεργίας, διαρκείας 24 καὶ 48 ὡρῶν ἀντιστοίχως.: [10, 713, 429, 748]
- article-body: ΑΘΗΝΑΙ, 9.— Τὸ ὑπουργεῖον Ἐμπορικῆς Ναυτιλίας ἀνακοινώνει ὅτι ἀρχίζει ἡ ἐκπαίδευσις μηχανικῶν.: [433, 951, 639, 986]
- lottery-1500-line: 60015 10 109 469 558 587 636: [909, 433, 1058, 444]
- lottery-cell: 49518: [811, 367, 851, 376]
- lottery-col-header: ΔΡΑΧ.: [765, 294, 811, 306]
- lottery-cell: 105605: [1060, 326, 1106, 336]
- lottery-1500-line: 73005 267 341 427 456 575 667 713 840: [909, 497, 1106, 508]
- lottery-cell: 46317: [811, 326, 851, 336]
- headline: ΦΙΛΟΦΡΟΝΕΣ ΕΚΔΗΛΩΣΕΙΣ ΜΕΤΑΞΥ ΤΖΟΝΣΟΝ ΚΑΙ Ρ. ΚΕΝΝΕΝΤΥ: [919, 1971, 1157, 2003]
- lottery-cell: 68153: [897, 367, 936, 376]
- article-stefanopoulos: [431, 80, 641, 224]
- lottery-cell: 60460: [897, 306, 936, 317]
- subheadline: ΕΔΗΜΟΣΙΕΥΘΗΣΑΝ ΤΑ ΟΝΟΜΑΤΑ ΤΩΝ: [755, 1660, 1058, 1679]
- lottery-cell: 60955: [897, 316, 936, 325]
- lottery-cell: 82055: [975, 326, 1014, 336]
- headline: Η ΡΩΣΣΙΑ ΔΙΑ ΝΕΩΝ ΙΣΧΥΡΟΤΑΤΩΝ ΡΑΝΤΑΡ ΕΠΙΧΕΙΡΕΙ ΤΗΝ ΕΞΕΡΕΥΝΗΣΙΝ ΤΗΣ ΕΠΙΦΑΝΕΙΑΣ ΤΟΥ ΠΛΑΝΗΤΟΥ ΑΦΡΟΔΙΤΗ: [1180, 430, 1556, 486]
- article-gold-sovereign: [431, 361, 641, 455]
- lottery-row: [655, 346, 1152, 356]
- headline: ΕΚΠΑΙΔΕΥΣΙΣ ΜΗΧΑΝΙΚΩΝ ΕΙΣ ΔΗΜΟΣΙΑΣ ΣΧΟΛΑΣ ΤΟΥ ΕΜΠΟΡΙΚΟΥ ΝΑΥΤΙΚΟΥ: [437, 903, 635, 949]
- headline: Ο Κ. ΡΑΝΤΑΚΡΙΣΝΑΝ ΕΜΑΤΑΙΩΣΕ ΤΗΝ ΠΕΡΙΟΔΕΙΑΝ ΤΟΥ: [916, 1809, 1160, 1840]
- headline: Η ΔΙΑΘΕΣΙΣ ΕΙΣ ΑΓΡΟΤΑΣ ΑΝΤΛΙΩΝ ΣΥΓΚΡΟΤΗΜΑΤΩΝ: [445, 740, 627, 771]
- lottery-cell: 47822: [811, 336, 851, 346]
- lottery-cell: 9101: [655, 357, 688, 367]
- article-wine-expo: [431, 456, 641, 547]
- article-phalanx: [431, 1417, 641, 1480]
- lottery-cell: 3.000: [765, 316, 811, 325]
- article-body: ΑΘΗΝΑΙ, 9.— Ἀνεκοινώθη ὅτι ματαιοῦται ἐφέτος ἡ διεθνὴς ἔκθεσις τῆς Λεμεσοῦ.: [433, 1140, 639, 1164]
- lottery-cell: 3.000: [765, 367, 811, 376]
- lottery-1500-line: 9021 127 295 402 457 575 637 678: [655, 508, 825, 519]
- headline: Η ΣΥΓΚΕΝΤΡΩΣΙΣ ΣΙΤΟΥ ΘΑ ΔΙΕΝΕΡΓΗΘΗ ΠΑΛΙΝ ΜΕΣΩ ΤΗΣ ΚΥΔΕΠ: [434, 999, 638, 1045]
- lottery-cell: 108163: [1060, 357, 1106, 367]
- lottery-cell: 3.000: [936, 357, 975, 367]
- lottery-col-header: ΔΡΑΧ.: [1105, 294, 1151, 306]
- lottery-col-header: ΑΡΙΘ.: [1060, 294, 1106, 306]
- article-body: ΛΟΝΔΙΝΟΝ, 9.— Ἡ βρεταννικὴ κυβέρνησις ἐξετάζει τὴν λῆψιν μέτρων πρὸς προστασίαν τῆς ναυτιλίας της.: [912, 1923, 1164, 1959]
- lottery-cell: 5.000: [936, 306, 975, 317]
- article-body: ΑΘΗΝΑΙ, 9.— Ἡ Ἱερὰ Σύνοδος τῆς Ἐκκλησίας τῆς Ἑλλάδος ἀπεφάσισεν ὅπως μὴ ἀποστείλῃ παρατηρητὰς εἰς τὴν δευτέραν σύνοδον τῶν Ρωμαιοκαθολικῶν, ἡ ὁποία θὰ συνέλθῃ προσεχῶς εἰς τὸ Βατικανόν.: [10, 625, 429, 661]
- lottery-cell: 3.000: [1105, 357, 1151, 367]
- lottery-cell: 3.000: [687, 326, 726, 336]
- article-body: ΑΘΗΝΑΙ, 9.— Τὴν Κυριακὴν ἀρχίζουν αἱ ἐργασίαι τοῦ πανελλαδικοῦ συνεδρίου τοῦ ὑπαλληλικοῦ προσωπικοῦ αὐτοκινήτων.: [433, 693, 639, 727]
- article-ere-trial: [647, 1836, 903, 1958]
- article-mao: [1176, 627, 1560, 720]
- headline: ΣΥΝΤΡΙΠΤΙΚΩΤΑΤΑ ΣΤΟΙΧΕΙΑ ΚΑΤΑΤΙΘΕΝΤΑΙ ΕΙΣ ΤΗΝ ΔΙΚΗΝ ΤΩΝ ΤΡΑΜΠΟΥΚΩΝ ΤΗΣ Ε.Ρ.Ε.: [662, 1838, 888, 1884]
- lottery-cell: 65530: [897, 336, 936, 346]
- headline: ΔΗΜΟΣΙΕΥΘΗΣΑΝ ΚΑΙ ΚΥΚΛΟΦΟΡΟΥΝ ΕΙΣ ΤΗΝ ΚΙΝΑΝ ΔΥΟ ΕΠΙΛΟΓΑΙ ΕΚ ΤΩΝ ΕΡΓΩΝ ΤΟΥ ΜΑΟ ΤΣΕ ΤΟΥΓΚ: [1180, 629, 1556, 685]
- article-ate-loans: [8, 758, 431, 843]
- lottery-1500-line: 71168 209 281 432 598 606 639 652: [909, 475, 1085, 486]
- lottery-cell: 45130: [811, 306, 851, 317]
- headline: ΕΧΕΙΡΟΤΕΡΕΥΣΕΝ Η ΚΑΤΑΣΤΑΣΙΣ ΤΟΥ ΑΡΡΙΑΣ ΛΟΓΩ ΤΩΝ ΤΡΑΥΜΑΤΩΝ ΤΟΥ ΕΙΣ ΤΟ ΣΤΗΘΟΣ: [1187, 793, 1549, 831]
- lottery-cell: 3.000: [687, 316, 726, 325]
- article-body: ΟΥΑΣΙΓΚΤΩΝ, 9.— Ὁ πρόεδρος Τζόνσον καὶ ὁ γερουσιαστὴς Ρ. Κέννεντυ ἀντήλλαξαν φιλόφρονας ἐκδηλώσεις.: [912, 2005, 1164, 2039]
- lottery-banner-title: Οι κερδίζοντες ἀριθμοὶ τοῦ ἐθνικοῦ λαχείου: [647, 80, 1158, 227]
- lottery-cell: 88622: [975, 367, 1014, 376]
- lottery-cell: 3.000: [1014, 346, 1060, 356]
- lottery-1500-line: 1813 205 430 543 577 647 807 822 945: [655, 422, 847, 433]
- lottery-cell: 3.000: [765, 326, 811, 336]
- lottery-cell: 3.000: [851, 326, 897, 336]
- article-ere-ministry: [1176, 867, 1560, 967]
- article-shipping: [910, 1887, 1166, 1966]
- article-body: ΑΘΗΝΑΙ, 9.— Συνεπληρώθη δεκαετία ἀπὸ τῆς ἐφαρμογῆς τοῦ προγράμματος βοηθείας «Τρόφιμα διὰ τὴν Εἰρήνην».: [1178, 394, 1558, 418]
- lottery-cell: 48145: [811, 346, 851, 356]
- headline: ΗΥΞΗΘΗ ΤΟ ΚΥΚΛΟΦΟΡΟΥΝ ΧΑΡΤΟΝΟΜΙΣΜΑ ΕΙΣ ΜΕΓ. ΒΡΕΤΑΝΝΙΑΝ: [944, 2052, 1133, 2099]
- headline: ΠΑΝΕΛΛΑΔΙΚΟΝ ΣΥΝΕΔΡΙΟΝ ΤΟΥ ΥΠΑΛΛΗΛΙΚΟΥ ΠΡΟΣΩΠΙΚΟΥ ΑΥΤΟΚΙΝΗΤΩΝ: [442, 644, 630, 691]
- lottery-cell: 10.000: [1105, 336, 1151, 346]
- headline: ΔΕΚΑΕΤΙΑΝ ΣΥΝΕΠΛΗΡΩΣΕΝ ΑΠΟ ΤΗΣ ΕΦΑΡΜΟΓΗΣ ΤΟΥ ΤΟ ΠΡΟΓΡΑΜΜΑ ΒΟΗΘΕΙΑΣ «ΤΡΟΦΙΜΑ ΔΙΑ ΤΗΝ ΕΙΡΗΝΗΝ» ΕΙΣ ΕΛΛΑΔΑ ΕΣΤΑΛΗΣΑΝ ΕΙΔΗ ΑΞΙΑΣ 259.000.000 ΔΟΛΛ.: [1185, 319, 1551, 392]
- article-body: ΑΘΗΝΑΙ, 9.— Ὁ συντονιστὴς ὑπουργὸς κ. Μαύρος, ἀνακοινώνει ὅτι ἡ Ἀγροτικὴ Τράπεζα τῆς Ἑλλάδος θὰ χορηγῇ εἰς τὸ ἑξῆς μακροπρόθεσμα δάνεια πρὸς ἐξαγορὰν ἀγρῶν ἐκ μέρους ἀκτημόνων καὶ μικροκαλλιεργητῶν.: [10, 801, 429, 835]
- lottery-cell: 3.000: [936, 367, 975, 376]
- lottery-cell: 86613: [975, 357, 1014, 367]
- lottery-cell: 20.000: [1105, 326, 1151, 336]
- headline: Η ΚΕΝΥΑ ΕΖΗΤΗΣΕΝ ΑΠΟ ΤΗΝ ΣΟΒΙΕΤΙΚΗΝ ΡΩΣΣΙΑΝ ΤΗΝ ΑΠΟΣΤΟΛΗΝ ΤΕΧΝΙΚΩΝ ΚΑΙ ΕΜΠΕΙΡΟΓΝΩΜΟΝΩΝ: [1197, 536, 1540, 591]
- lottery-col-header: ΔΡΑΧ.: [1014, 294, 1060, 306]
